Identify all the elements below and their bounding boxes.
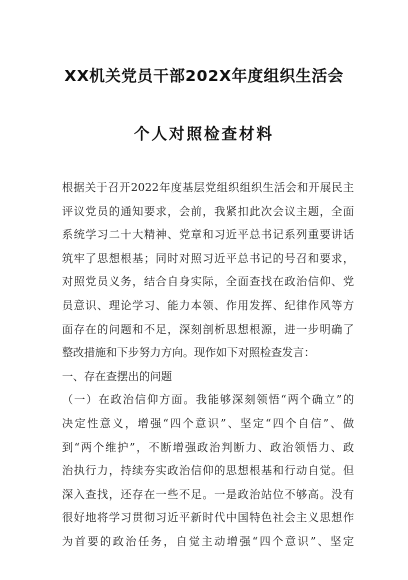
body-line: 系统学习二十大精神、党章和习近平总书记系列重要讲话 bbox=[62, 228, 354, 242]
body-line: 员意识、理论学习、能力本领、作用发挥、纪律作风等方 bbox=[62, 298, 354, 312]
body-line: 根据关于召开2022年度基层党组织组织生活会和开展民主 bbox=[62, 181, 354, 194]
body-line: 治执行力，持续夯实政治信仰的思想根基和行动自觉。但 bbox=[62, 464, 354, 478]
body-line: 到“两个维护”，不断增强政治判断力、政治领悟力、政 bbox=[62, 440, 354, 454]
body-line: 面存在的问题和不足，深刻剖析思想根源，进一步明确了 bbox=[62, 322, 354, 336]
body-line: 决定性意义，增强“四个意识”、坚定“四个自信”、做 bbox=[62, 416, 354, 430]
document-body bbox=[62, 176, 354, 554]
document-title: XX机关党员干部202X年度组织生活会 bbox=[64, 67, 344, 85]
document-subtitle: 个人对照检查材料 bbox=[133, 125, 274, 143]
section-heading: 一、存在查摆出的问题 bbox=[62, 369, 172, 383]
body-line: 深入查找，还存在一些不足。一是政治站位不够高。没有 bbox=[62, 487, 354, 501]
body-line: 筑牢了思想根基；同时对照习近平总书记的号召和要求， bbox=[62, 251, 354, 265]
body-line: 对照党员义务，结合自身实际，全面查找在政治信仰、党 bbox=[62, 275, 354, 289]
body-line: （一）在政治信仰方面。我能够深刻领悟“两个确立”的 bbox=[62, 393, 354, 407]
body-line: 评议党员的通知要求，会前，我紧扣此次会议主题，全面 bbox=[62, 204, 354, 218]
body-line: 整改措施和下步努力方向。现作如下对照检查发言： bbox=[62, 346, 315, 360]
body-line: 很好地将学习贯彻习近平新时代中国特色社会主义思想作 bbox=[62, 511, 354, 525]
body-line: 为首要的政治任务，自觉主动增强“四个意识”、坚定 bbox=[62, 534, 354, 548]
